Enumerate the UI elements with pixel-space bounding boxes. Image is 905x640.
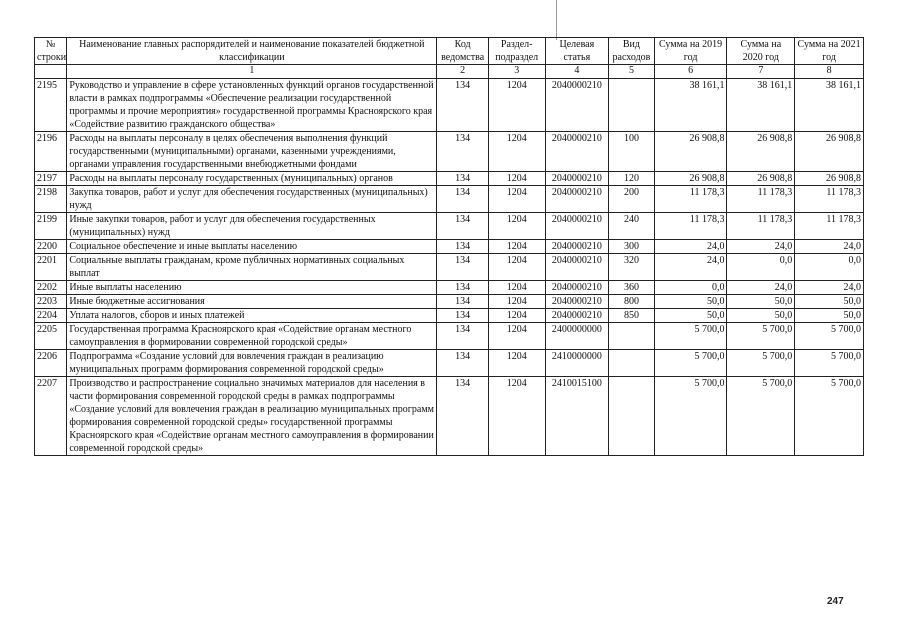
header-section: Раздел-подраздел	[488, 38, 545, 65]
row-target-article: 2410015100	[545, 377, 609, 456]
header-sum-2021: Сумма на 2021 год	[795, 38, 864, 65]
row-sum-2019: 38 161,1	[654, 79, 727, 132]
row-expense-type: 120	[609, 172, 654, 186]
col-number: 1	[67, 65, 437, 79]
row-sum-2021: 50,0	[795, 309, 864, 323]
col-number: 7	[727, 65, 795, 79]
row-department-code: 134	[437, 295, 489, 309]
row-sum-2019: 11 178,3	[654, 186, 727, 213]
row-sum-2020: 26 908,8	[727, 172, 795, 186]
row-name: Иные бюджетные ассигнования	[67, 295, 437, 309]
row-target-article: 2040000210	[545, 309, 609, 323]
row-expense-type: 240	[609, 213, 654, 240]
row-expense-type: 850	[609, 309, 654, 323]
row-target-article: 2400000000	[545, 323, 609, 350]
row-department-code: 134	[437, 323, 489, 350]
row-name: Закупка товаров, работ и услуг для обеспечения государственных (муниципальных) нужд	[67, 186, 437, 213]
budget-table	[34, 37, 864, 456]
row-section: 1204	[488, 172, 545, 186]
row-section: 1204	[488, 254, 545, 281]
row-department-code: 134	[437, 240, 489, 254]
table-row	[35, 377, 864, 456]
table-row	[35, 79, 864, 132]
col-number: 5	[609, 65, 654, 79]
row-sum-2021: 11 178,3	[795, 213, 864, 240]
col-number: 6	[654, 65, 727, 79]
row-expense-type	[609, 323, 654, 350]
row-name: Расходы на выплаты персоналу в целях обеспечения выполнения функций государственными (муниципальными) органами, казенными учреждениями, органами управления государственными внебюджетными фондами	[67, 132, 437, 172]
row-department-code: 134	[437, 254, 489, 281]
table-row	[35, 295, 864, 309]
table-header	[35, 38, 864, 79]
row-department-code: 134	[437, 79, 489, 132]
page-number: 247	[827, 596, 844, 607]
header-sum-2019: Сумма на 2019 год	[654, 38, 727, 65]
row-name: Социальные выплаты гражданам, кроме публичных нормативных социальных выплат	[67, 254, 437, 281]
row-number: 2198	[35, 186, 67, 213]
row-sum-2020: 5 700,0	[727, 377, 795, 456]
row-sum-2020: 24,0	[727, 240, 795, 254]
row-target-article: 2040000210	[545, 172, 609, 186]
col-number: 8	[795, 65, 864, 79]
table-row	[35, 323, 864, 350]
row-number: 2207	[35, 377, 67, 456]
row-expense-type	[609, 350, 654, 377]
row-section: 1204	[488, 377, 545, 456]
header-target-article: Целевая статья	[545, 38, 609, 65]
table-row	[35, 186, 864, 213]
row-sum-2019: 24,0	[654, 254, 727, 281]
col-number: 4	[545, 65, 609, 79]
row-number: 2195	[35, 79, 67, 132]
row-number: 2199	[35, 213, 67, 240]
row-name: Иные выплаты населению	[67, 281, 437, 295]
row-expense-type	[609, 377, 654, 456]
table-row	[35, 240, 864, 254]
row-expense-type: 800	[609, 295, 654, 309]
row-department-code: 134	[437, 213, 489, 240]
row-number: 2197	[35, 172, 67, 186]
header-row-number: № строки	[35, 38, 67, 65]
row-expense-type: 300	[609, 240, 654, 254]
row-sum-2019: 50,0	[654, 309, 727, 323]
row-sum-2019: 24,0	[654, 240, 727, 254]
row-expense-type: 100	[609, 132, 654, 172]
row-sum-2021: 5 700,0	[795, 350, 864, 377]
col-number: 3	[488, 65, 545, 79]
row-sum-2020: 26 908,8	[727, 132, 795, 172]
row-target-article: 2040000210	[545, 186, 609, 213]
row-sum-2019: 0,0	[654, 281, 727, 295]
row-name: Социальное обеспечение и иные выплаты населению	[67, 240, 437, 254]
row-target-article: 2040000210	[545, 254, 609, 281]
row-section: 1204	[488, 323, 545, 350]
row-expense-type	[609, 79, 654, 132]
row-department-code: 134	[437, 377, 489, 456]
row-section: 1204	[488, 186, 545, 213]
row-department-code: 134	[437, 309, 489, 323]
row-sum-2021: 0,0	[795, 254, 864, 281]
row-department-code: 134	[437, 172, 489, 186]
row-sum-2019: 26 908,8	[654, 172, 727, 186]
row-sum-2021: 24,0	[795, 240, 864, 254]
row-target-article: 2040000210	[545, 79, 609, 132]
row-section: 1204	[488, 240, 545, 254]
row-target-article: 2040000210	[545, 295, 609, 309]
row-sum-2021: 26 908,8	[795, 132, 864, 172]
row-sum-2020: 11 178,3	[727, 213, 795, 240]
row-sum-2019: 5 700,0	[654, 377, 727, 456]
row-name: Производство и распространение социально значимых материалов для населения в части формирования современной городской среды в рамках подпрограммы «Создание условий для вовлечения граждан в реализацию муниципальных программ формирования современной городской среды» государственной программы Красноярского края «Содействие органам местного самоуправления в формировании современной городской среды»	[67, 377, 437, 456]
row-sum-2020: 11 178,3	[727, 186, 795, 213]
col-number: 2	[437, 65, 489, 79]
row-sum-2019: 5 700,0	[654, 323, 727, 350]
table-row	[35, 350, 864, 377]
row-sum-2020: 38 161,1	[727, 79, 795, 132]
row-number: 2196	[35, 132, 67, 172]
row-name: Уплата налогов, сборов и иных платежей	[67, 309, 437, 323]
row-target-article: 2040000210	[545, 132, 609, 172]
header-expense-type: Вид расходов	[609, 38, 654, 65]
header-name: Наименование главных распорядителей и наименование показателей бюджетной классификации	[67, 38, 437, 65]
row-department-code: 134	[437, 186, 489, 213]
row-number: 2203	[35, 295, 67, 309]
row-section: 1204	[488, 295, 545, 309]
row-number: 2200	[35, 240, 67, 254]
row-sum-2021: 50,0	[795, 295, 864, 309]
row-sum-2019: 11 178,3	[654, 213, 727, 240]
scan-artifact-line	[556, 0, 557, 40]
header-department-code: Код ведомства	[437, 38, 489, 65]
row-expense-type: 200	[609, 186, 654, 213]
row-section: 1204	[488, 132, 545, 172]
row-name: Расходы на выплаты персоналу государственных (муниципальных) органов	[67, 172, 437, 186]
row-sum-2021: 5 700,0	[795, 323, 864, 350]
row-target-article: 2410000000	[545, 350, 609, 377]
table-row	[35, 254, 864, 281]
row-target-article: 2040000210	[545, 240, 609, 254]
col-number	[35, 65, 67, 79]
row-department-code: 134	[437, 350, 489, 377]
table-row	[35, 172, 864, 186]
row-sum-2021: 26 908,8	[795, 172, 864, 186]
row-section: 1204	[488, 213, 545, 240]
row-department-code: 134	[437, 281, 489, 295]
row-sum-2020: 50,0	[727, 295, 795, 309]
row-number: 2202	[35, 281, 67, 295]
row-number: 2205	[35, 323, 67, 350]
row-sum-2021: 11 178,3	[795, 186, 864, 213]
row-expense-type: 320	[609, 254, 654, 281]
row-sum-2021: 38 161,1	[795, 79, 864, 132]
table-body	[35, 79, 864, 456]
row-target-article: 2040000210	[545, 281, 609, 295]
row-sum-2019: 5 700,0	[654, 350, 727, 377]
row-sum-2020: 50,0	[727, 309, 795, 323]
row-target-article: 2040000210	[545, 213, 609, 240]
row-name: Подпрограмма «Создание условий для вовлечения граждан в реализацию муниципальных программ формирования современной городской среды»	[67, 350, 437, 377]
row-sum-2019: 26 908,8	[654, 132, 727, 172]
row-number: 2206	[35, 350, 67, 377]
row-number: 2204	[35, 309, 67, 323]
table-row	[35, 213, 864, 240]
row-sum-2020: 5 700,0	[727, 323, 795, 350]
row-name: Иные закупки товаров, работ и услуг для обеспечения государственных (муниципальных) нужд	[67, 213, 437, 240]
table-row	[35, 132, 864, 172]
row-section: 1204	[488, 281, 545, 295]
row-sum-2021: 5 700,0	[795, 377, 864, 456]
row-name: Руководство и управление в сфере установленных функций органов государственной власти в рамках подпрограммы «Обеспечение реализации государственной программы и прочие мероприятия» государственной программы Красноярского края «Содействие развитию гражданского общества»	[67, 79, 437, 132]
row-sum-2020: 24,0	[727, 281, 795, 295]
row-sum-2019: 50,0	[654, 295, 727, 309]
row-section: 1204	[488, 79, 545, 132]
table-row	[35, 309, 864, 323]
row-number: 2201	[35, 254, 67, 281]
row-expense-type: 360	[609, 281, 654, 295]
table-row	[35, 281, 864, 295]
header-sum-2020: Сумма на 2020 год	[727, 38, 795, 65]
row-section: 1204	[488, 309, 545, 323]
row-department-code: 134	[437, 132, 489, 172]
row-sum-2020: 0,0	[727, 254, 795, 281]
row-section: 1204	[488, 350, 545, 377]
row-sum-2021: 24,0	[795, 281, 864, 295]
row-sum-2020: 5 700,0	[727, 350, 795, 377]
row-name: Государственная программа Красноярского края «Содействие органам местного самоуправления в формировании современной городской среды»	[67, 323, 437, 350]
